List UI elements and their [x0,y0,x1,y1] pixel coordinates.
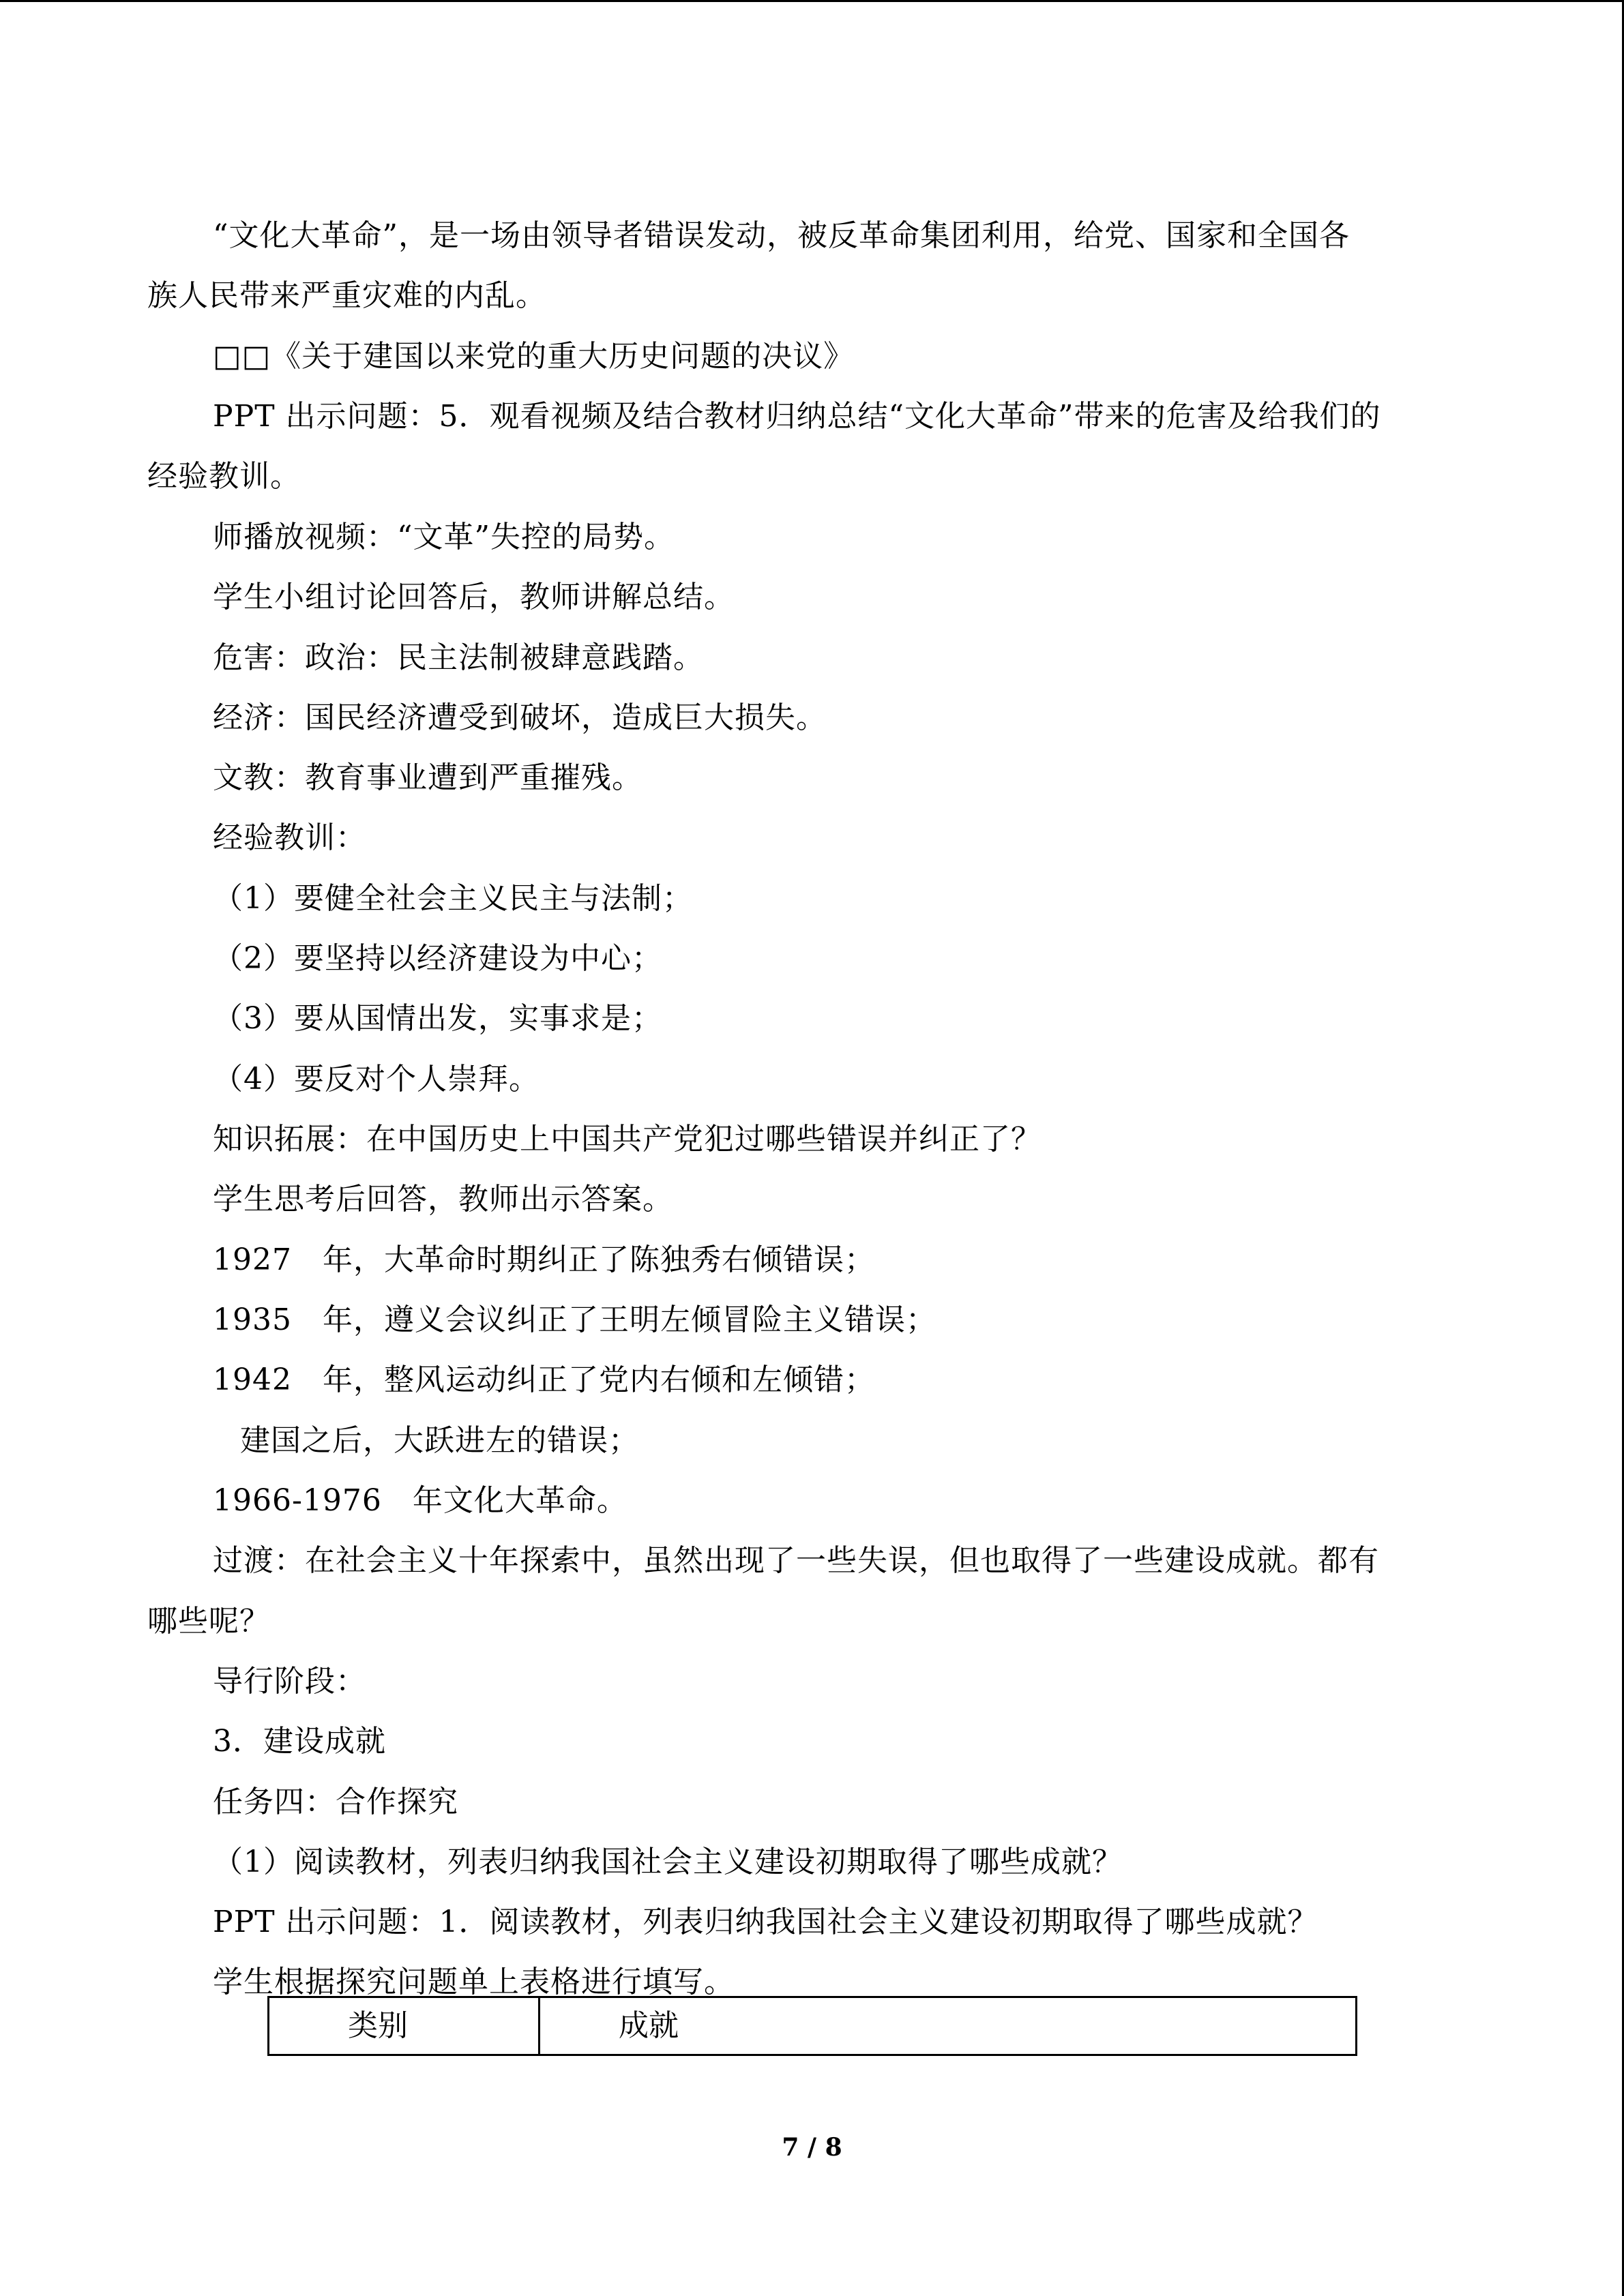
paragraph-line: （4）要反对个人崇拜。 [213,1062,540,1097]
paragraph-line: 1935 年，遵义会议纠正了王明左倾冒险主义错误； [213,1302,936,1337]
paragraph-line: 过渡：在社会主义十年探索中，虽然出现了一些失误，但也取得了一些建设成就。都有 [213,1543,1379,1578]
paragraph-line: 1927 年，大革命时期纠正了陈独秀右倾错误； [213,1242,875,1277]
paragraph-line: 任务四：合作探究 [213,1785,458,1819]
paragraph-line: 经济：国民经济遭受到破坏，造成巨大损失。 [213,700,827,735]
paragraph-line: （1）要健全社会主义民主与法制； [213,881,693,916]
paragraph-line: 学生根据探究问题单上表格进行填写。 [213,1965,735,1999]
paragraph-line: “文化大革命”，是一场由领导者错误发动，被反革命集团利用，给党、国家和全国各 [213,218,1350,253]
paragraph-line: （3）要从国情出发，实事求是； [213,1001,662,1036]
table-header-achievement: 成就 [619,2008,679,2043]
paragraph-line: （1）阅读教材，列表归纳我国社会主义建设初期取得了哪些成就？ [213,1845,1123,1879]
paragraph-line: 1966-1976 年文化大革命。 [213,1483,628,1518]
paragraph-line: 导行阶段： [213,1664,366,1699]
achievement-table [267,1996,1357,2056]
paragraph-line: 建国之后，大跃进左的错误； [240,1423,639,1458]
paragraph-line: PPT 出示问题：1．阅读教材，列表归纳我国社会主义建设初期取得了哪些成就？ [213,1905,1318,1939]
paragraph-line: 经验教训： [213,820,366,855]
top-border [0,0,1624,2]
paragraph-line: 危害：政治：民主法制被肆意践踏。 [213,640,704,675]
paragraph-line: 学生小组讨论回答后，教师讲解总结。 [213,580,735,614]
paragraph-line: 学生思考后回答，教师出示答案。 [213,1182,673,1217]
paragraph-line: 族人民带来严重灾难的内乱。 [147,278,546,313]
paragraph-line: 经验教训。 [147,459,301,494]
paragraph-line: 师播放视频：“文革”失控的局势。 [213,520,675,554]
paragraph-line: 3．建设成就 [213,1724,386,1759]
paragraph-line: 知识拓展：在中国历史上中国共产党犯过哪些错误并纠正了？ [213,1122,1042,1157]
page-number: 7 / 8 [782,2133,842,2162]
paragraph-line: 文教：教育事业遭到严重摧残。 [213,760,643,795]
paragraph-line: 1942 年，整风运动纠正了党内右倾和左倾错； [213,1362,875,1397]
paragraph-line: 哪些呢？ [147,1604,270,1639]
table-header-category: 类别 [269,1998,540,2054]
paragraph-line: PPT 出示问题：5．观看视频及结合教材归纳总结“文化大革命”带来的危害及给我们的 [213,399,1381,434]
paragraph-line: □□《关于建国以来党的重大历史问题的决议》 [213,339,855,374]
paragraph-line: （2）要坚持以经济建设为中心； [213,941,662,976]
